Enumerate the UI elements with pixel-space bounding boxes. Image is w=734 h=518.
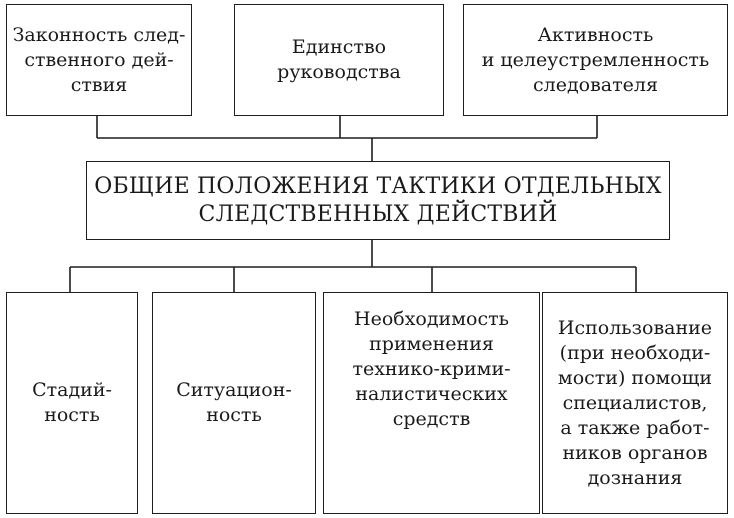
principle-activity-text: Активность и целеустремленность следователя: [481, 23, 710, 96]
element-forensic-means-text: Необходимость применения технико-крими- налистических средств: [352, 308, 511, 430]
principle-legality-text: Законность след- ственного дей- ствия: [12, 23, 186, 96]
principle-legality-box: [6, 4, 192, 116]
element-specialists-box: [542, 292, 728, 514]
element-situational-text: Ситуацион- ность: [176, 379, 292, 426]
element-staging-box: [6, 292, 138, 514]
element-situational-box: [152, 292, 316, 514]
element-forensic-means-box: [323, 292, 540, 514]
central-concept-box: [86, 161, 670, 240]
central-concept-text: ОБЩИЕ ПОЛОЖЕНИЯ ТАКТИКИ ОТДЕЛЬНЫХ СЛЕДСТВЕННЫХ ДЕЙСТВИЙ: [94, 173, 662, 227]
element-specialists-text: Использование (при необходи- мости) помощи специалистов, а также работ- ников органов дознания: [557, 316, 713, 489]
principle-unity-text: Единство руководства: [277, 36, 401, 83]
principle-unity-box: [234, 4, 444, 116]
element-staging-text: Стадий- ность: [32, 379, 112, 426]
principle-activity-box: [463, 4, 728, 116]
